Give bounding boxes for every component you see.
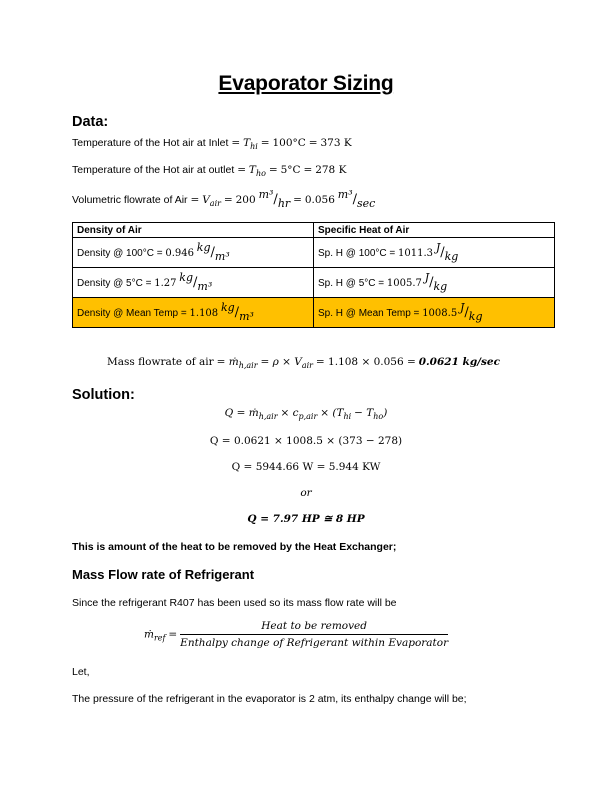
flowrate-value-sec: 0.056 (304, 194, 335, 206)
mass-flow-result: 0.0621 kg/sec (418, 356, 500, 368)
inlet-temperature-line: Temperature of the Hot air at Inlet = $T_{hi} = 100^\circ C = 373$ K (72, 137, 352, 152)
heat-equation: Q = ṁ$_{h,air}$ × $c_{p,air} \times (T_{hi} - T_{ho})$ (224, 407, 388, 422)
specific-heat-cell: Sp. H @ 100°C = 1011.3 J/kg (314, 238, 555, 268)
table-row-highlighted (73, 298, 555, 328)
air-properties-table (72, 222, 555, 328)
solution-heading: Solution: (72, 387, 135, 403)
inlet-value-k: 373 K (320, 137, 352, 149)
header-specific-heat: Specific Heat of Air (314, 223, 555, 238)
density-cell: Density @ 5°C = 1.27 kg/m³ (73, 268, 314, 298)
mass-flow-label: Mass flowrate of air (107, 356, 214, 368)
refrigerant-intro: Since the refrigerant R407 has been used so its mass flow rate will be (72, 597, 397, 609)
table-row (73, 268, 555, 298)
let-text: Let, (72, 666, 90, 678)
outlet-symbol: T (248, 164, 256, 176)
mass-flowrate-line: Mass flowrate of air = ṁ$_{h,air}$ = $\rho \times V_{air} = 1.108 \times 0.056 = 0.0621$ kg/sec (107, 356, 500, 371)
inlet-value-c: 100°C (272, 137, 306, 149)
flowrate-value-hr: 200 (235, 194, 256, 206)
heat-note: This is amount of the heat to be removed by the Heat Exchanger; (72, 541, 397, 553)
numerator: Heat to be removed (180, 620, 448, 635)
table-header-row (73, 223, 555, 238)
header-density: Density of Air (73, 223, 314, 238)
outlet-value-k: 278 K (315, 164, 347, 176)
data-heading: Data: (72, 114, 109, 130)
refrigerant-mass-flow-equation: ṁ$_{ref}$ = Heat to be removed Enthalpy change of Refrigerant within Evaporator (144, 620, 449, 649)
outlet-temperature-line: Temperature of the Hot air at outlet = $T_{ho} = 5^\circ C = 278$ K (72, 164, 347, 179)
or-text: or (300, 487, 312, 499)
page-title: Evaporator Sizing (218, 72, 394, 95)
specific-heat-cell: Sp. H @ 5°C = 1005.7 J/kg (314, 268, 555, 298)
refrigerant-heading: Mass Flow rate of Refrigerant (72, 567, 255, 582)
outlet-sub: ho (255, 169, 266, 179)
specific-heat-cell: Sp. H @ Mean Temp = 1008.5 J/kg (314, 298, 555, 328)
heat-substitution: Q = 0.0621 × 1008.5 × (373 − 278) (209, 435, 403, 447)
table-row (73, 238, 555, 268)
flowrate-sub: air (209, 199, 221, 209)
fraction (180, 620, 448, 649)
inlet-sub: hi (250, 142, 258, 152)
density-cell: Density @ Mean Temp = 1.108 kg/m³ (73, 298, 314, 328)
density-cell: Density @ 100°C = 0.946 kg/m³ (73, 238, 314, 268)
denominator: Enthalpy change of Refrigerant within Evaporator (180, 637, 449, 649)
volumetric-flowrate-line: Volumetric flowrate of Air = $V_{air} = 200$ m³/hr = 0.056 m³/sec (72, 188, 376, 210)
flowrate-label: Volumetric flowrate of Air (72, 194, 188, 206)
heat-result-hp: Q = 7.97 HP ≅ 8 HP (247, 513, 365, 525)
inlet-symbol: T (243, 137, 251, 149)
heat-result-watts: Q = 5944.66 W = 5.944 KW (231, 461, 381, 473)
flowrate-symbol: V (202, 194, 210, 206)
outlet-label: Temperature of the Hot air at outlet (72, 164, 235, 176)
pressure-line: The pressure of the refrigerant in the evaporator is 2 atm, its enthalpy change will be; (72, 693, 467, 705)
unit-m3-per-sec: m³/sec (337, 188, 376, 210)
outlet-value-c: 5°C (280, 164, 301, 176)
unit-m3-per-hr: m³/hr (258, 188, 291, 210)
inlet-label: Temperature of the Hot air at Inlet (72, 137, 229, 149)
